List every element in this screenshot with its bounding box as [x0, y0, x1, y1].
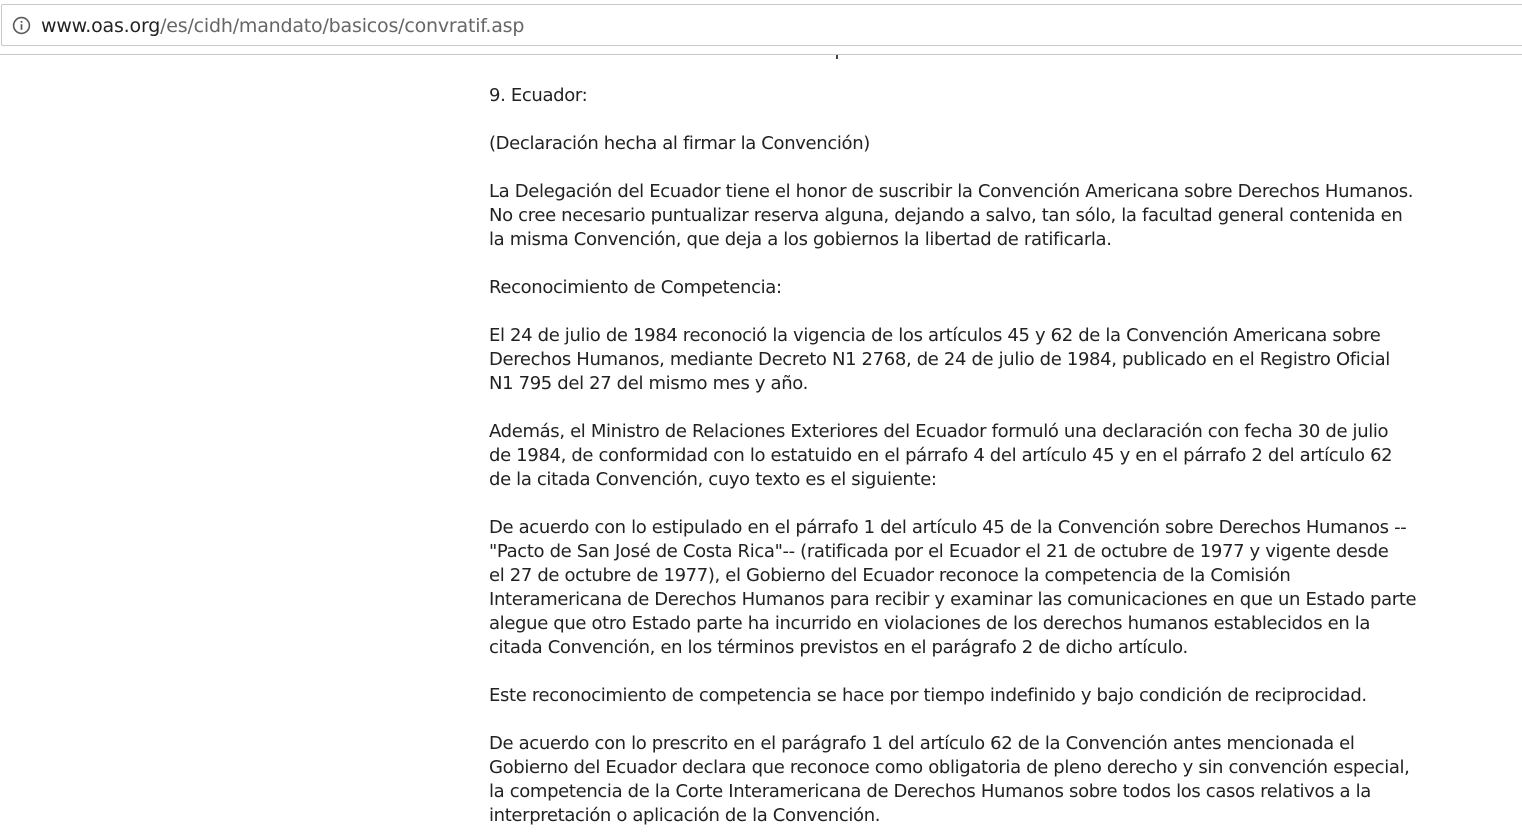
article-62-paragraph: De acuerdo con lo prescrito en el parágrafo 1 del artículo 62 de la Convención antes mencionada el Gobierno del Ecuador declara que reconoce como obligatoria de pleno derecho y sin convención especial, la competencia de la Corte Interamericana de Derechos Humanos sobre todos los casos relativos a la interpretación o aplicación de la Convención.: [489, 733, 1410, 826]
article-45-paragraph: De acuerdo con lo estipulado en el párrafo 1 del artículo 45 de la Convención sobre Derechos Humanos -- "Pacto de San José de Costa Rica"-- (ratificada por el Ecuador el 21 de octubre de 1977 y vigente desde el 27 de octubre de 1977), el Gobierno del Ecuador reconoce la competencia de la Comisión Interamericana de Derechos Humanos para recibir y examinar las comunicaciones en que un Estado parte alegue que otro Estado parte ha incurrido en violaciones de los derechos humanos establecidos en la citada Convención, en los términos previstos en el parágrafo 2 de dicho artículo.: [489, 517, 1417, 658]
url-text[interactable]: [41, 15, 524, 37]
url-path: /es/cidh/mandato/basicos/convratif.asp: [160, 15, 525, 37]
declaration-paragraph: La Delegación del Ecuador tiene el honor de suscribir la Convención Americana sobre Derechos Humanos. No cree necesario puntualizar reserva alguna, dejando a salvo, tan sólo, la facultad general contenida en la misma Convención, que deja a los gobiernos la libertad de ratificarla.: [489, 181, 1414, 250]
document-content: [489, 84, 1424, 833]
url-host: www.oas.org: [41, 15, 161, 37]
recognition-paragraph: El 24 de julio de 1984 reconoció la vigencia de los artículos 45 y 62 de la Convención Americana sobre Derechos Humanos, mediante Decreto N1 2768, de 24 de julio de 1984, publicado en el Registro Oficial N1 795 del 27 del mismo mes y año.: [489, 325, 1390, 394]
minister-declaration-paragraph: Además, el Ministro de Relaciones Exteriores del Ecuador formuló una declaración con fecha 30 de julio de 1984, de conformidad con lo estatuido en el párrafo 4 del artículo 45 y en el párrafo 2 del artículo 62 de la citada Convención, cuyo texto es el siguiente:: [489, 421, 1393, 490]
info-icon[interactable]: [12, 16, 31, 35]
address-bar[interactable]: [1, 4, 1522, 46]
cutoff-text-fragment: [830, 55, 844, 59]
recognition-heading: Reconocimiento de Competencia:: [489, 277, 782, 298]
heading-ecuador: 9. Ecuador:: [489, 85, 588, 106]
signing-declaration-note: (Declaración hecha al firmar la Convención): [489, 133, 870, 154]
browser-toolbar: [0, 0, 1522, 55]
reciprocity-paragraph: Este reconocimiento de competencia se hace por tiempo indefinido y bajo condición de reciprocidad.: [489, 685, 1367, 706]
